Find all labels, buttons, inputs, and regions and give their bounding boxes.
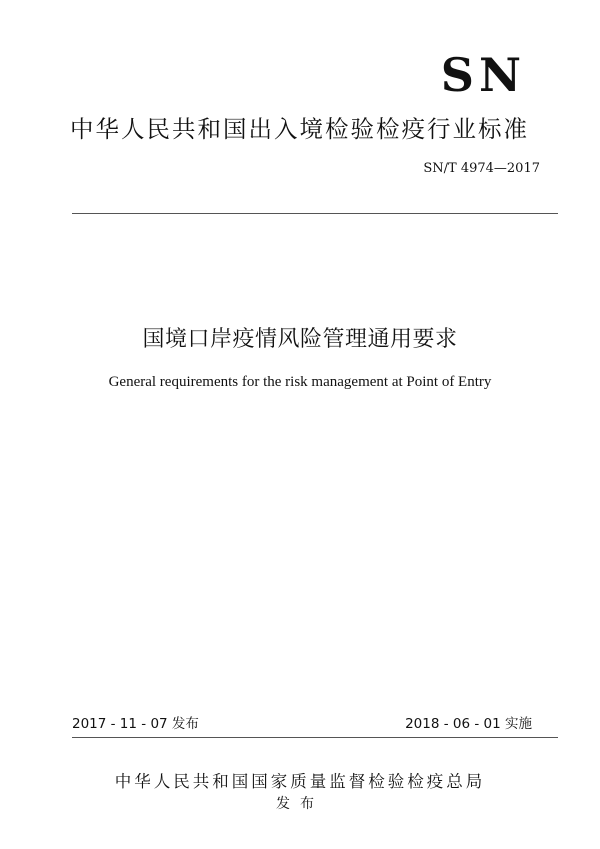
sn-logo: SN	[440, 48, 526, 102]
issuing-authority: 中华人民共和国国家质量监督检验检疫总局	[114, 772, 486, 791]
footer-divider	[72, 737, 558, 738]
document-title-en: General requirements for the risk management at Point of Entry	[108, 374, 492, 390]
standard-number: SN/T 4974—2017	[423, 161, 540, 176]
industry-standard-title: 中华人民共和国出入境检验检疫行业标准	[70, 115, 529, 143]
publish-date: 2017 - 11 - 07 发布	[72, 716, 199, 732]
issue-label: 发布	[276, 796, 324, 812]
document-title-zh: 国境口岸疫情风险管理通用要求	[142, 327, 458, 352]
header-divider	[72, 213, 558, 214]
implement-date: 2018 - 06 - 01 实施	[405, 716, 532, 732]
